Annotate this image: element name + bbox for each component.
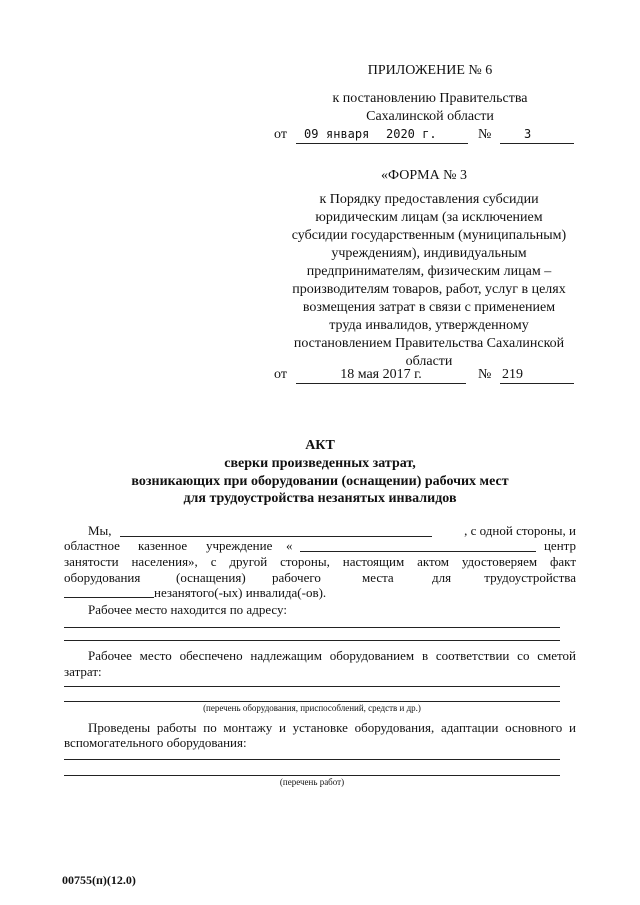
form-line: к Порядку предоставления субсидии: [319, 192, 539, 207]
act-title: АКТ: [305, 438, 335, 453]
p1-end: , с одной стороны, и: [464, 523, 576, 538]
p4-word: (оснащения): [176, 570, 246, 585]
works-fill-line-1: [64, 759, 560, 760]
date-day: 09: [304, 127, 319, 141]
appendix-title: ПРИЛОЖЕНИЕ № 6: [367, 63, 493, 78]
center-name-line: [300, 551, 536, 552]
form-line: труда инвалидов, утвержденному: [329, 318, 529, 333]
p5-line: незанятого(-ых) инвалида(-ов).: [154, 585, 327, 600]
p2-word: центр: [543, 538, 576, 553]
number-label: №: [478, 127, 492, 142]
form-line: возмещения затрат в связи с применением: [302, 300, 556, 315]
form-line: предпринимателям, физическим лицам –: [306, 264, 552, 279]
date-month: января: [326, 127, 370, 141]
date-from-label: от: [274, 127, 287, 142]
p2-quote: «: [286, 538, 293, 553]
p4-word: для: [432, 570, 452, 585]
works-line-1: Проведены работы по монтажу и установке оборудования, адаптации основного и: [88, 720, 576, 735]
equip-line-2: затрат:: [64, 664, 102, 679]
act-subtitle-2: возникающих при оборудовании (оснащении) рабочих мест: [131, 474, 509, 489]
resolution-line-2: Сахалинской области: [366, 109, 494, 124]
equip-fill-line-1: [64, 686, 560, 687]
form-number-label: №: [478, 367, 492, 382]
equip-caption: (перечень оборудования, приспособлений, средств и др.): [203, 703, 421, 713]
act-subtitle-3: для трудоустройства незанятых инвалидов: [183, 491, 457, 506]
works-fill-line-2: [64, 775, 560, 776]
form-date: 18 мая 2017 г.: [296, 366, 466, 384]
form-line: юридическим лицам (за исключением: [315, 210, 543, 225]
form-line: области: [405, 354, 453, 369]
form-line: постановлением Правительства Сахалинской: [293, 336, 565, 351]
p4-word: места: [362, 570, 394, 585]
p2-word: казенное: [138, 538, 188, 553]
works-line-2: вспомогательного оборудования:: [64, 735, 247, 750]
works-caption: (перечень работ): [279, 777, 345, 787]
number-field: [500, 126, 574, 144]
form-date-from-label: от: [274, 367, 287, 382]
document-code: 00755(п)(12.0): [62, 873, 136, 887]
form-number-value: 219: [502, 367, 523, 382]
equip-fill-line-2: [64, 701, 560, 702]
form-title: «ФОРМА № 3: [381, 168, 468, 183]
p2-line: [64, 537, 576, 554]
form-line: учреждениям), индивидуальным: [331, 246, 527, 261]
form-description: [268, 191, 590, 371]
date-year: 2020 г.: [386, 127, 437, 141]
equip-line-1: Рабочее место обеспечено надлежащим оборудованием в соответствии со сметой: [88, 648, 576, 663]
p4-word: оборудования: [64, 570, 141, 585]
count-line: [64, 597, 154, 598]
date-field: [296, 126, 468, 144]
p2-word: учреждение: [206, 538, 273, 553]
p4-word: рабочего: [272, 570, 321, 585]
act-subtitle-1: сверки произведенных затрат,: [224, 456, 416, 471]
address-label: Рабочее место находится по адресу:: [88, 602, 287, 617]
resolution-line-1: к постановлению Правительства: [332, 91, 528, 106]
p2-word: областное: [64, 538, 120, 553]
address-line-1: [64, 627, 560, 628]
form-line: субсидии государственным (муниципальным): [291, 228, 567, 243]
form-number: [500, 366, 574, 384]
p4-word: трудоустройства: [484, 570, 576, 585]
address-line-2: [64, 640, 560, 641]
p1-we: Мы,: [88, 523, 112, 538]
p3-line: занятости населения», с другой стороны, настоящим актом удостоверяем факт: [64, 554, 576, 569]
form-line: производителям товаров, работ, услуг в целях: [292, 282, 566, 297]
number-value: 3: [524, 127, 532, 141]
